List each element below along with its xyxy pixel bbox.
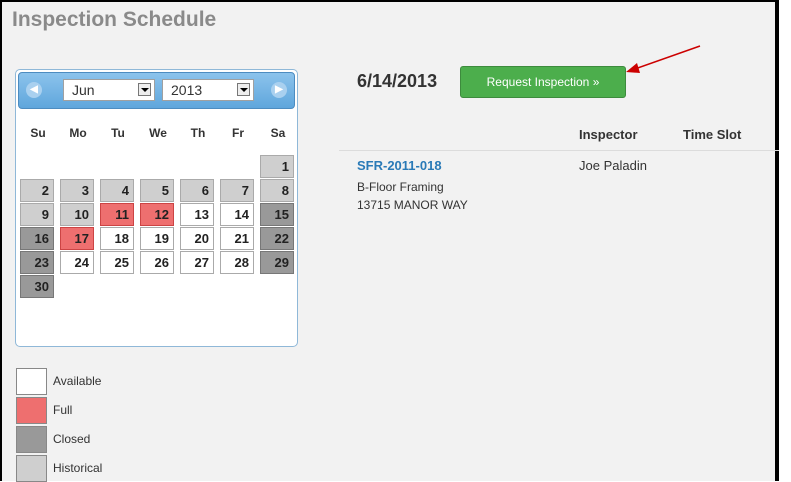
request-inspection-button[interactable]: Request Inspection » [460,66,626,98]
prev-month-icon[interactable]: ◀ [26,82,42,98]
dropdown-arrow-icon[interactable] [237,83,250,96]
dropdown-arrow-icon[interactable] [138,83,151,96]
legend-swatch [16,397,47,424]
calendar-day-hist: 8 [260,179,294,202]
month-select-value: Jun [72,82,95,98]
legend-swatch [16,368,47,395]
month-select[interactable] [63,79,155,101]
weekday-label: Su [30,126,46,140]
calendar-day-hist: 3 [60,179,94,202]
calendar-day-full: 17 [60,227,94,250]
legend-label: Closed [53,432,91,446]
calendar-day-avail[interactable]: 18 [100,227,134,250]
calendar-day-hist: 10 [60,203,94,226]
weekday-label: Tu [111,126,125,140]
calendar-day-avail[interactable]: 26 [140,251,174,274]
next-month-icon[interactable]: ▶ [271,82,287,98]
calendar-day-avail[interactable]: 27 [180,251,214,274]
permit-link[interactable]: SFR-2011-018 [357,158,442,173]
calendar-day-avail[interactable]: 19 [140,227,174,250]
weekday-label: Sa [270,126,286,140]
legend-swatch [16,455,47,482]
calendar-day-avail[interactable]: 13 [180,203,214,226]
calendar-day-full: 12 [140,203,174,226]
inspector-name: Joe Paladin [579,158,647,173]
calendar-day-closed: 29 [260,251,294,274]
weekday-label: Th [190,126,206,140]
calendar-day-avail[interactable]: 24 [60,251,94,274]
calendar-day-closed: 16 [20,227,54,250]
legend-label: Available [53,374,102,388]
column-header-inspector: Inspector [579,127,638,142]
schedule-date: 6/14/2013 [357,71,438,91]
page-title: Inspection Schedule [12,8,217,31]
header-divider [339,150,779,151]
inspection-type: B-Floor Framing [357,180,444,194]
calendar-day-avail[interactable]: 20 [180,227,214,250]
column-header-time-slot: Time Slot [683,127,742,142]
calendar-day-avail[interactable]: 28 [220,251,254,274]
calendar-day-avail[interactable]: 14 [220,203,254,226]
calendar-day-closed: 22 [260,227,294,250]
legend-label: Historical [53,461,103,475]
weekday-label: We [149,126,167,140]
calendar-day-avail[interactable]: 21 [220,227,254,250]
legend-swatch [16,426,47,453]
permit-address: 13715 MANOR WAY [357,198,468,212]
calendar-day-avail[interactable]: 25 [100,251,134,274]
annotation-arrow-icon [622,42,704,78]
calendar-day-hist: 5 [140,179,174,202]
calendar-day-hist: 9 [20,203,54,226]
weekday-label: Mo [69,126,87,140]
calendar-day-hist: 7 [220,179,254,202]
weekday-label: Fr [232,126,244,140]
year-select[interactable] [162,79,254,101]
calendar-day-hist: 1 [260,155,294,178]
year-select-value: 2013 [171,82,203,98]
calendar-header [18,72,295,109]
calendar-day-hist: 6 [180,179,214,202]
calendar-day-hist: 4 [100,179,134,202]
calendar-day-hist: 2 [20,179,54,202]
calendar-widget [15,69,298,347]
legend-label: Full [53,403,73,417]
calendar-day-closed: 30 [20,275,54,298]
calendar-day-full: 11 [100,203,134,226]
calendar-day-closed: 23 [20,251,54,274]
calendar-day-closed: 15 [260,203,294,226]
